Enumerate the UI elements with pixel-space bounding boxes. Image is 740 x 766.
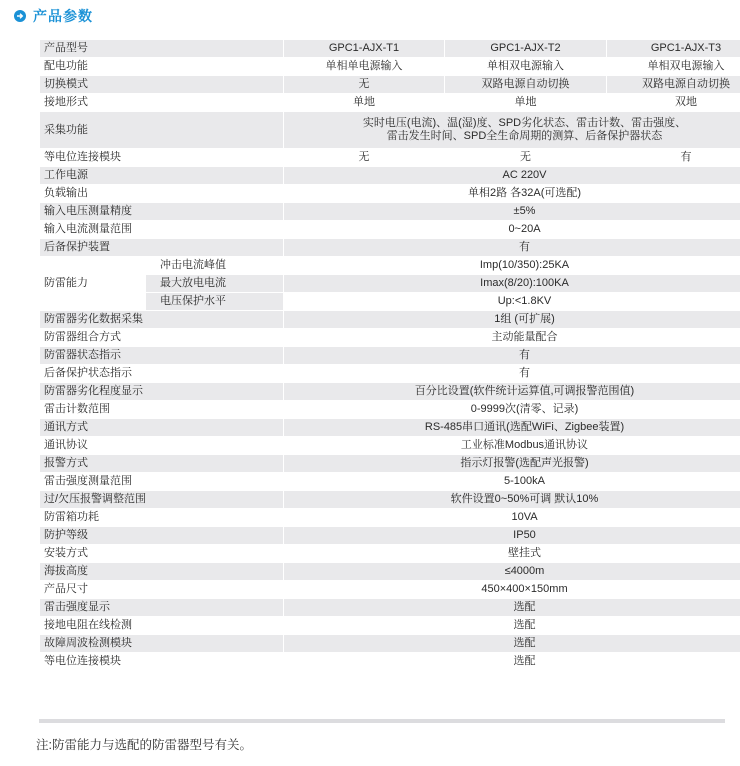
cell-value: 百分比设置(软件统计运算值,可调报警范围值): [284, 383, 740, 401]
row-label: 报警方式: [40, 455, 284, 473]
row-label: 安装方式: [40, 545, 284, 563]
model-name: GPC1-AJX-T3: [607, 40, 740, 58]
collect-line-1: 实时电压(电流)、温(湿)度、SPD劣化状态、雷击计数、雷击强度、: [362, 117, 687, 129]
table-row: [40, 112, 740, 149]
table-row: [40, 401, 740, 419]
row-label: 雷击计数范围: [40, 401, 284, 419]
cell-value: 双路电源自动切换: [607, 76, 740, 94]
cell-value: 选配: [284, 653, 740, 671]
row-label: 后备保护状态指示: [40, 365, 284, 383]
table-row: [40, 58, 740, 76]
table-row: [40, 311, 740, 329]
table-row: [40, 419, 740, 437]
cell-value: 有: [284, 365, 740, 383]
cell-value: 主动能量配合: [284, 329, 740, 347]
row-label: 通讯方式: [40, 419, 284, 437]
row-label: 防护等级: [40, 527, 284, 545]
cell-value: 选配: [284, 599, 740, 617]
table-row: [40, 635, 740, 653]
row-label: 防雷箱功耗: [40, 509, 284, 527]
cell-value: 软件设置0~50%可调 默认10%: [284, 491, 740, 509]
table-row: [40, 347, 740, 365]
cell-value: 1组 (可扩展): [284, 311, 740, 329]
table-row: [40, 653, 740, 671]
spec-table: [39, 39, 740, 671]
cell-value: 单相双电源输入: [607, 58, 740, 76]
cell-value: 选配: [284, 617, 740, 635]
cell-value: ≤4000m: [284, 563, 740, 581]
row-label: 产品型号: [40, 40, 284, 58]
model-name: GPC1-AJX-T2: [445, 40, 607, 58]
row-label: 负载输出: [40, 185, 284, 203]
cell-value: 单相双电源输入: [445, 58, 607, 76]
table-row: [40, 221, 740, 239]
section-title: 产品参数: [33, 8, 93, 24]
cell-value: 指示灯报警(选配声光报警): [284, 455, 740, 473]
sub-label: 冲击电流峰值: [146, 257, 284, 275]
row-label: 过/欠压报警调整范围: [40, 491, 284, 509]
row-label: 防雷器劣化数据采集: [40, 311, 284, 329]
sub-label: 最大放电电流: [146, 275, 284, 293]
row-label: 输入电流测量范围: [40, 221, 284, 239]
sub-label: 电压保护水平: [146, 293, 284, 311]
table-row: [40, 545, 740, 563]
cell-value: 5-100kA: [284, 473, 740, 491]
row-label: 工作电源: [40, 167, 284, 185]
cell-value: Imp(10/350):25KA: [284, 257, 740, 275]
collect-line-2: 雷击发生时间、SPD全生命周期的测算、后备保护器状态: [386, 130, 663, 142]
row-label: 防雷器劣化程度显示: [40, 383, 284, 401]
cell-value: 无: [445, 149, 607, 167]
row-label: 海拔高度: [40, 563, 284, 581]
table-row: [40, 149, 740, 167]
table-row: [40, 473, 740, 491]
model-name: GPC1-AJX-T1: [284, 40, 445, 58]
row-label: 雷击强度显示: [40, 599, 284, 617]
cell-value: 单相2路 各32A(可选配): [284, 185, 740, 203]
cell-value: 选配: [284, 635, 740, 653]
row-label: 后备保护装置: [40, 239, 284, 257]
table-row: [40, 185, 740, 203]
cell-value: 单相单电源输入: [284, 58, 445, 76]
arrow-right-circle-icon: [14, 10, 26, 22]
cell-value: 单地: [284, 94, 445, 112]
cell-value: 无: [284, 76, 445, 94]
row-label: 切换模式: [40, 76, 284, 94]
row-label: 通讯协议: [40, 437, 284, 455]
table-row: [40, 563, 740, 581]
table-row: [40, 239, 740, 257]
row-label: 防雷能力: [40, 257, 146, 311]
table-row: [40, 437, 740, 455]
cell-value: 双路电源自动切换: [445, 76, 607, 94]
footnote: 注:防雷能力与选配的防雷器型号有关。: [36, 738, 252, 752]
cell-value: ±5%: [284, 203, 740, 221]
row-label: 产品尺寸: [40, 581, 284, 599]
table-row: [40, 581, 740, 599]
cell-value: 有: [607, 149, 740, 167]
table-row: [40, 94, 740, 112]
table-row: [40, 203, 740, 221]
cell-value: 0-9999次(清零、记录): [284, 401, 740, 419]
cell-value: IP50: [284, 527, 740, 545]
row-label: 接地电阻在线检测: [40, 617, 284, 635]
cell-value: 有: [284, 347, 740, 365]
row-label: 配电功能: [40, 58, 284, 76]
row-label: 防雷器状态指示: [40, 347, 284, 365]
table-row: [40, 383, 740, 401]
cell-value: 双地: [607, 94, 740, 112]
cell-value: 450×400×150mm: [284, 581, 740, 599]
row-label: 故障周波检测模块: [40, 635, 284, 653]
table-row: [40, 599, 740, 617]
table-row: [40, 455, 740, 473]
table-row: [40, 167, 740, 185]
cell-value: [284, 112, 740, 149]
table-end-bar: [39, 719, 725, 723]
table-row: [40, 365, 740, 383]
cell-value: AC 220V: [284, 167, 740, 185]
table-row: [40, 293, 740, 311]
cell-value: 10VA: [284, 509, 740, 527]
cell-value: Up:<1.8KV: [284, 293, 740, 311]
table-row: [40, 509, 740, 527]
table-row: [40, 275, 740, 293]
table-row: [40, 527, 740, 545]
cell-value: 0~20A: [284, 221, 740, 239]
row-label: 等电位连接模块: [40, 653, 284, 671]
row-label: 雷击强度测量范围: [40, 473, 284, 491]
table-row: [40, 617, 740, 635]
row-label: 采集功能: [40, 112, 284, 149]
cell-value: 无: [284, 149, 445, 167]
section-header: [14, 4, 93, 28]
table-row: [40, 329, 740, 347]
cell-value: 壁挂式: [284, 545, 740, 563]
cell-value: Imax(8/20):100KA: [284, 275, 740, 293]
cell-value: 有: [284, 239, 740, 257]
row-label: 接地形式: [40, 94, 284, 112]
row-label: 防雷器组合方式: [40, 329, 284, 347]
table-row: [40, 257, 740, 275]
cell-value: 工业标准Modbus通讯协议: [284, 437, 740, 455]
row-label: 输入电压测量精度: [40, 203, 284, 221]
table-row: [40, 491, 740, 509]
cell-value: 单地: [445, 94, 607, 112]
row-label: 等电位连接模块: [40, 149, 284, 167]
cell-value: RS-485串口通讯(选配WiFi、Zigbee装置): [284, 419, 740, 437]
table-row: [40, 40, 740, 58]
table-row: [40, 76, 740, 94]
